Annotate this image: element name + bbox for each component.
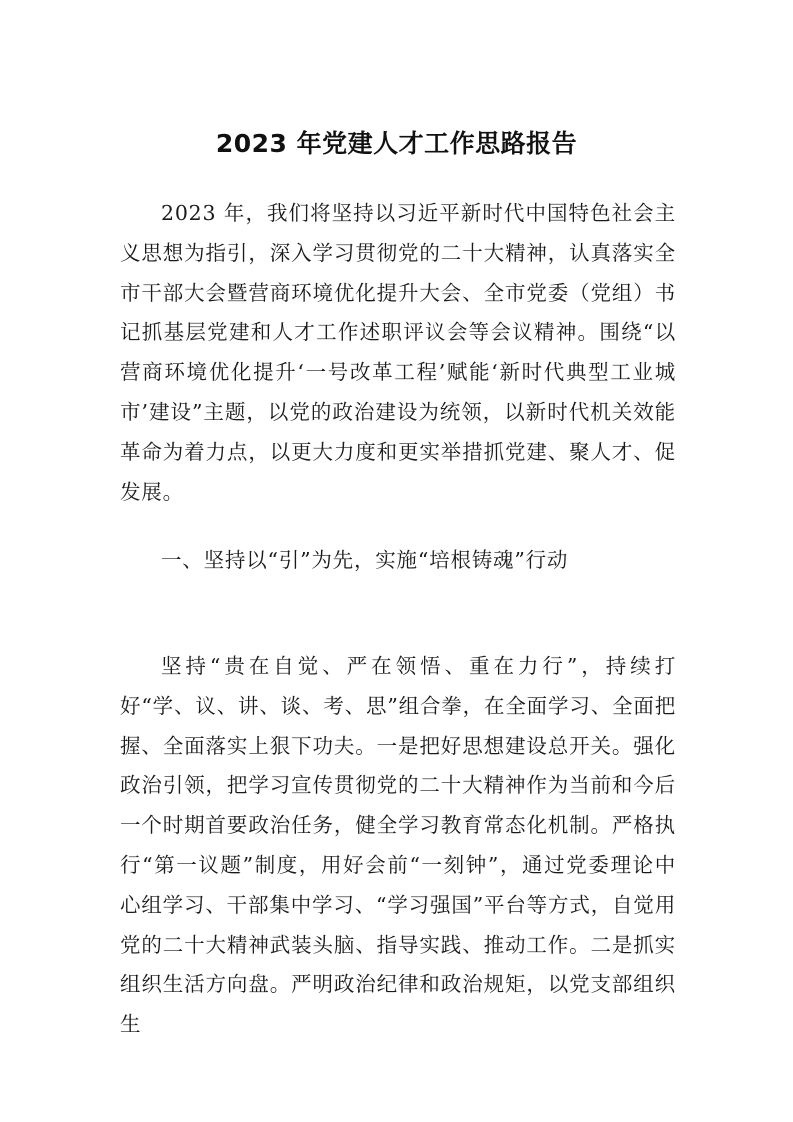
- document-title: 2023 年党建人才工作思路报告: [215, 129, 578, 158]
- section-heading: 一、坚持以“引”为先，实施“培根铸魂”行动: [161, 548, 569, 572]
- intro-paragraph: 2023 年，我们将坚持以习近平新时代中国特色社会主义思想为指引，深入学习贯彻党的二十大精神，认真落实全市干部大会暨营商环境优化提升大会、全市党委（党组）书记抓基层党建和人才工作述职评议会等会议精神。围绕“以营商环境优化提升‘一号改革工程’赋能‘新时代典型工业城市’建设”主题，以党的政治建设为统领，以新时代机关效能革命为着力点，以更大力度和更实举措抓党建、聚人才、促发展。: [120, 201, 676, 504]
- body-paragraph: 坚持“贵在自觉、严在领悟、重在力行”，持续打好“学、议、讲、谈、考、思”组合拳，在全面学习、全面把握、全面落实上狠下功夫。一是把好思想建设总开关。强化政治引领，把学习宣传贯彻党的二十大精神作为当前和今后一个时期首要政治任务，健全学习教育常态化机制。严格执行“第一议题”制度，用好会前“一刻钟”，通过党委理论中心组学习、干部集中学习、“学习强国”平台等方式，自觉用党的二十大精神武装头脑、指导实践、推动工作。二是抓实组织生活方向盘。严明政治纪律和政治规矩，以党支部组织生: [120, 654, 676, 1037]
